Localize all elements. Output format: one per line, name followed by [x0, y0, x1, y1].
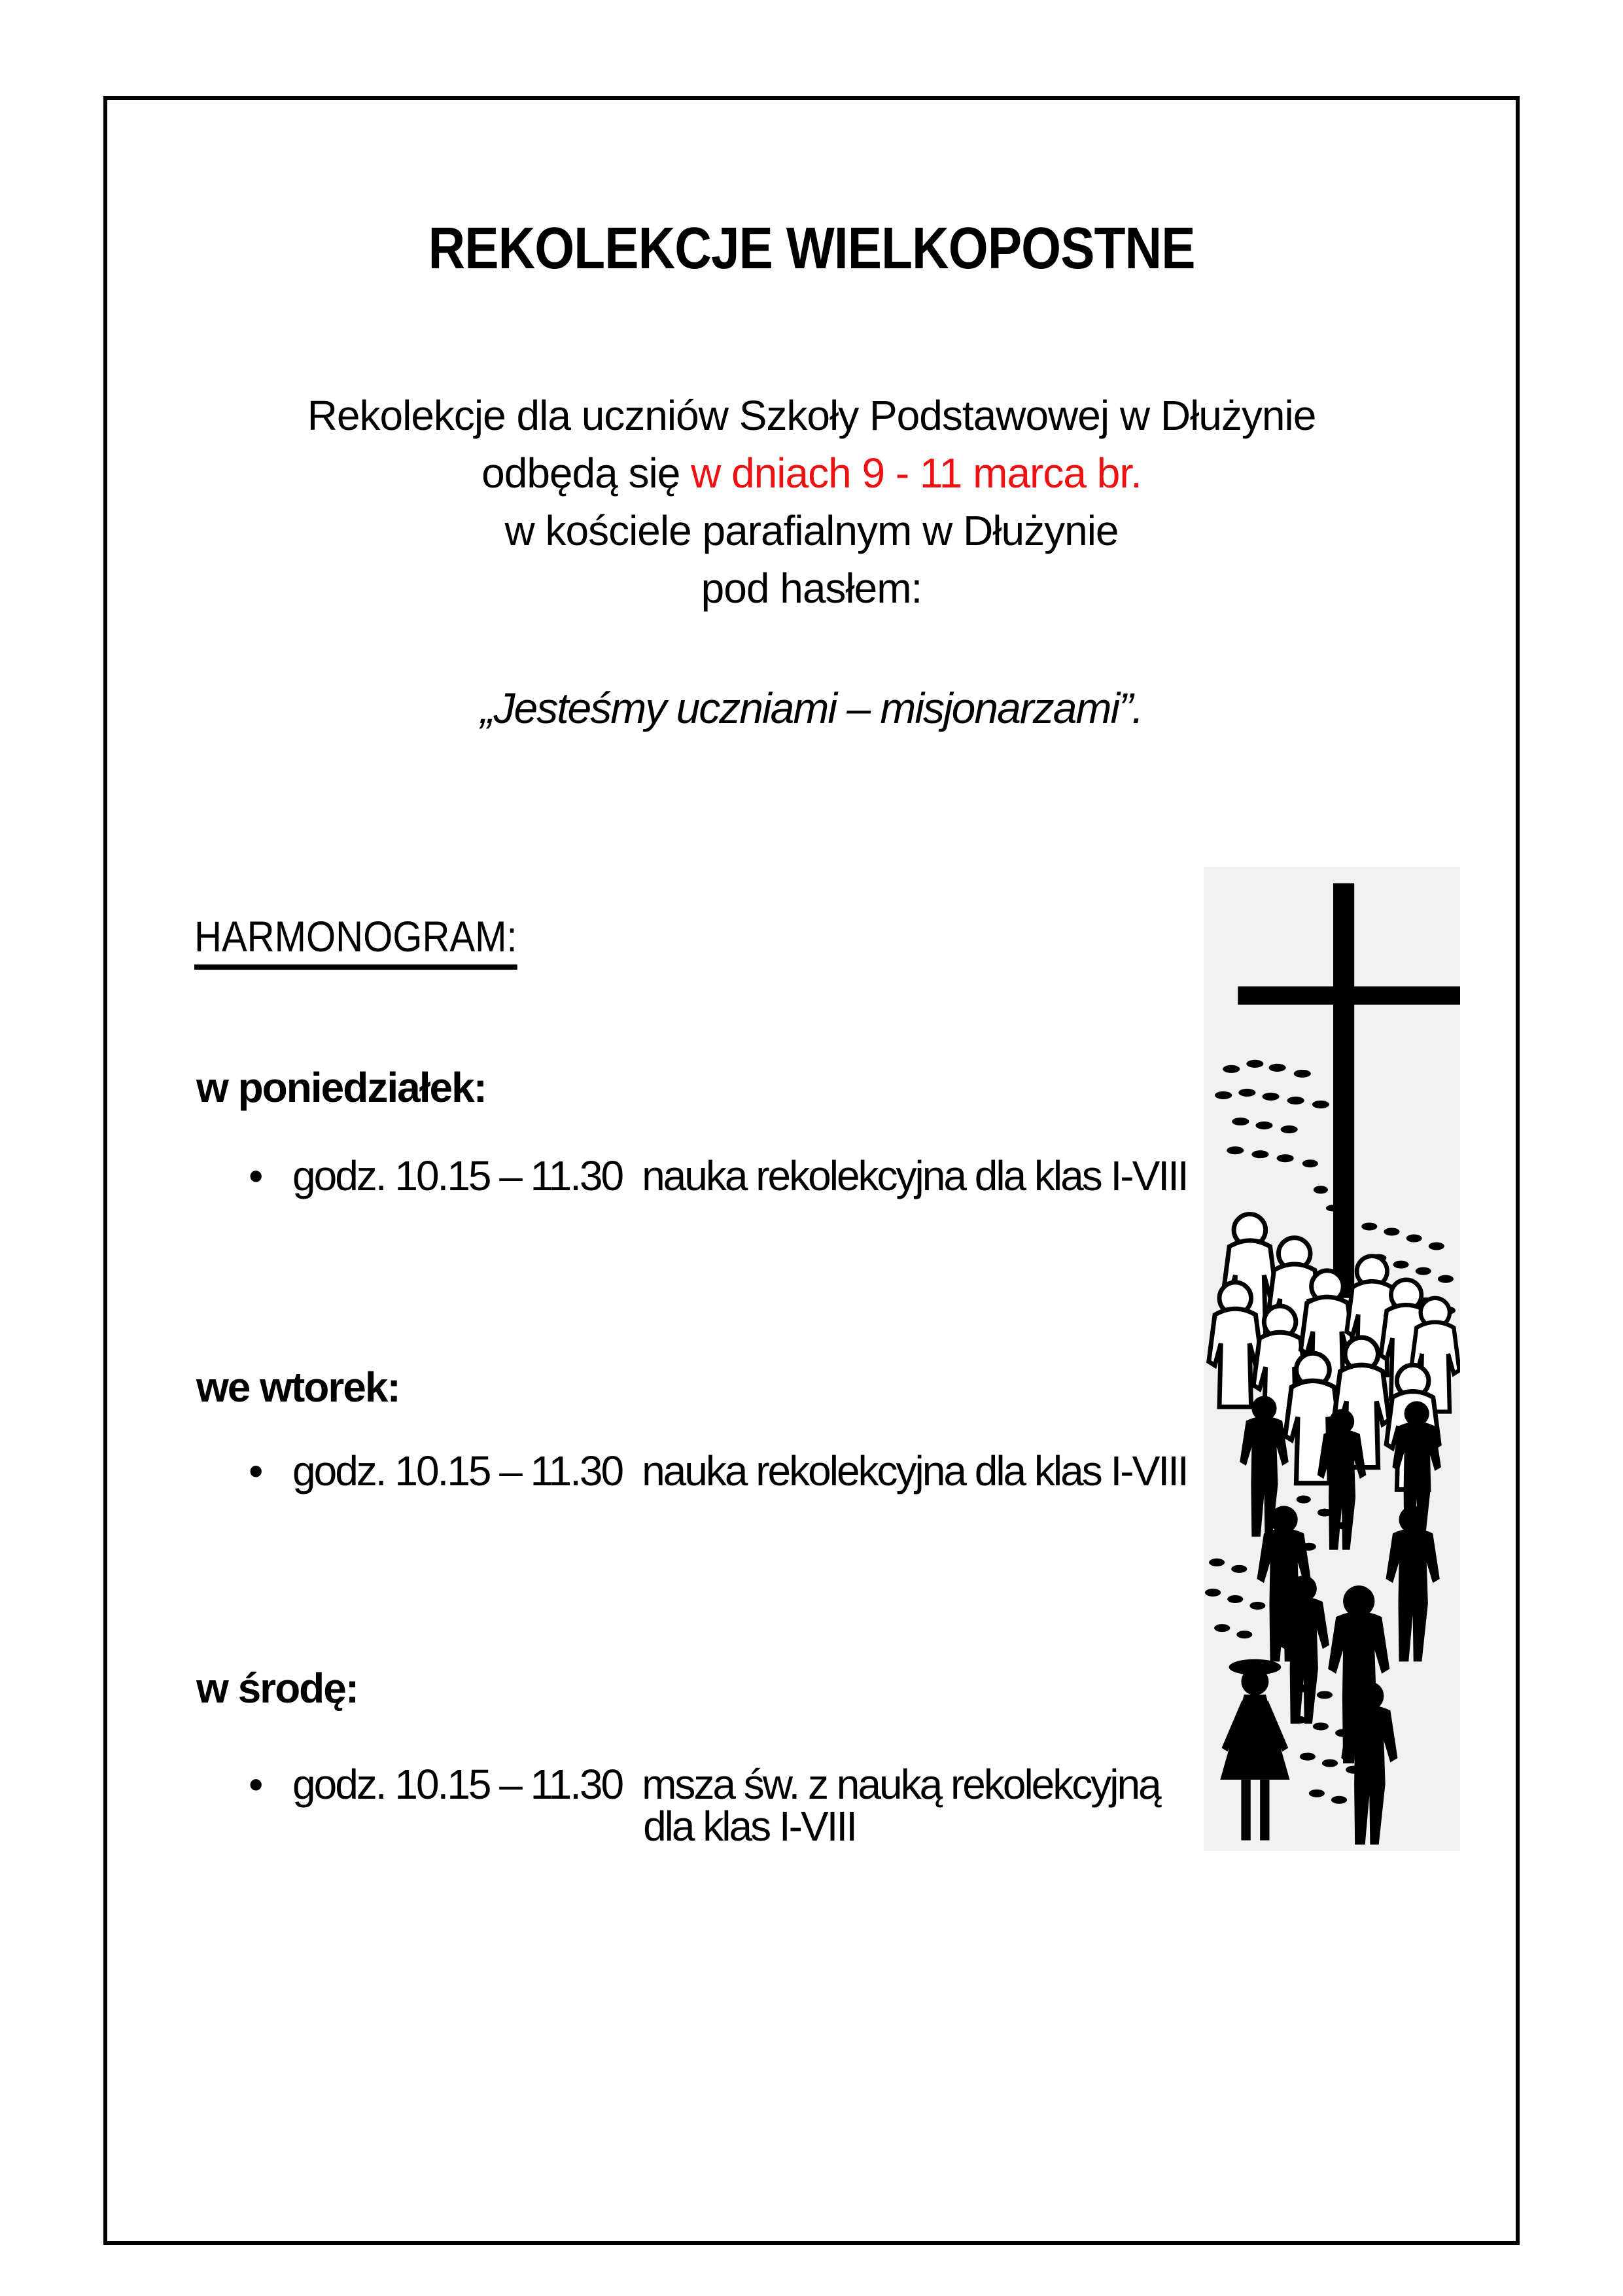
time-text-tuesday: godz. 10.15 – 11.30	[292, 1447, 623, 1494]
intro-line-1: Rekolekcje dla uczniów Szkoły Podstawowej w Dłużynie	[307, 392, 1316, 439]
date-highlight: w dniach 9 - 11 marca br.	[691, 450, 1142, 497]
intro-paragraph	[107, 387, 1516, 617]
schedule-heading-text: HARMONOGRAM:	[194, 915, 517, 970]
day-label-tuesday: we wtorek:	[196, 1364, 400, 1411]
motto-text: „Jesteśmy uczniami – misjonarzami”.	[480, 684, 1143, 732]
description-line-2: dla klas I-VIII	[643, 1803, 856, 1850]
crowd-silhouette-figures	[1220, 1396, 1441, 1845]
cross-shape	[1238, 883, 1460, 1298]
description-line-1: msza św. z nauką rekolekcyjną	[642, 1761, 1160, 1808]
cross-with-people-image	[1204, 867, 1460, 1851]
schedule-heading	[194, 912, 517, 970]
bullet-icon: •	[249, 1447, 264, 1494]
bullet-icon: •	[249, 1761, 264, 1808]
intro-line-4: pod hasłem:	[701, 565, 922, 612]
schedule-item-tuesday	[243, 1447, 1187, 1494]
description-text-tuesday: nauka rekolekcyjna dla klas I-VIII	[642, 1447, 1187, 1494]
day-label-wednesday: w środę:	[196, 1665, 358, 1712]
intro-line-2-prefix: odbędą się	[481, 450, 691, 497]
time-text-wednesday: godz. 10.15 – 11.30	[292, 1761, 623, 1808]
time-text-monday: godz. 10.15 – 11.30	[292, 1152, 623, 1199]
description-text-wednesday	[642, 1761, 1160, 1850]
day-label-monday: w poniedziałek:	[196, 1064, 486, 1111]
description-text-monday: nauka rekolekcyjna dla klas I-VIII	[642, 1152, 1187, 1199]
woman-with-hat-figure	[1220, 1659, 1289, 1841]
schedule-item-monday	[243, 1152, 1187, 1199]
bullet-icon: •	[249, 1152, 264, 1199]
cross-and-followers-icon	[1204, 867, 1460, 1851]
intro-line-3: w kościele parafialnym w Dłużynie	[504, 507, 1119, 554]
page-border-frame	[103, 96, 1520, 2245]
document-title	[107, 216, 1516, 281]
document-title-text: REKOLEKCJE WIELKOPOSTNE	[428, 216, 1195, 281]
schedule-item-wednesday	[243, 1761, 1160, 1850]
intro-line-2	[107, 444, 1516, 502]
